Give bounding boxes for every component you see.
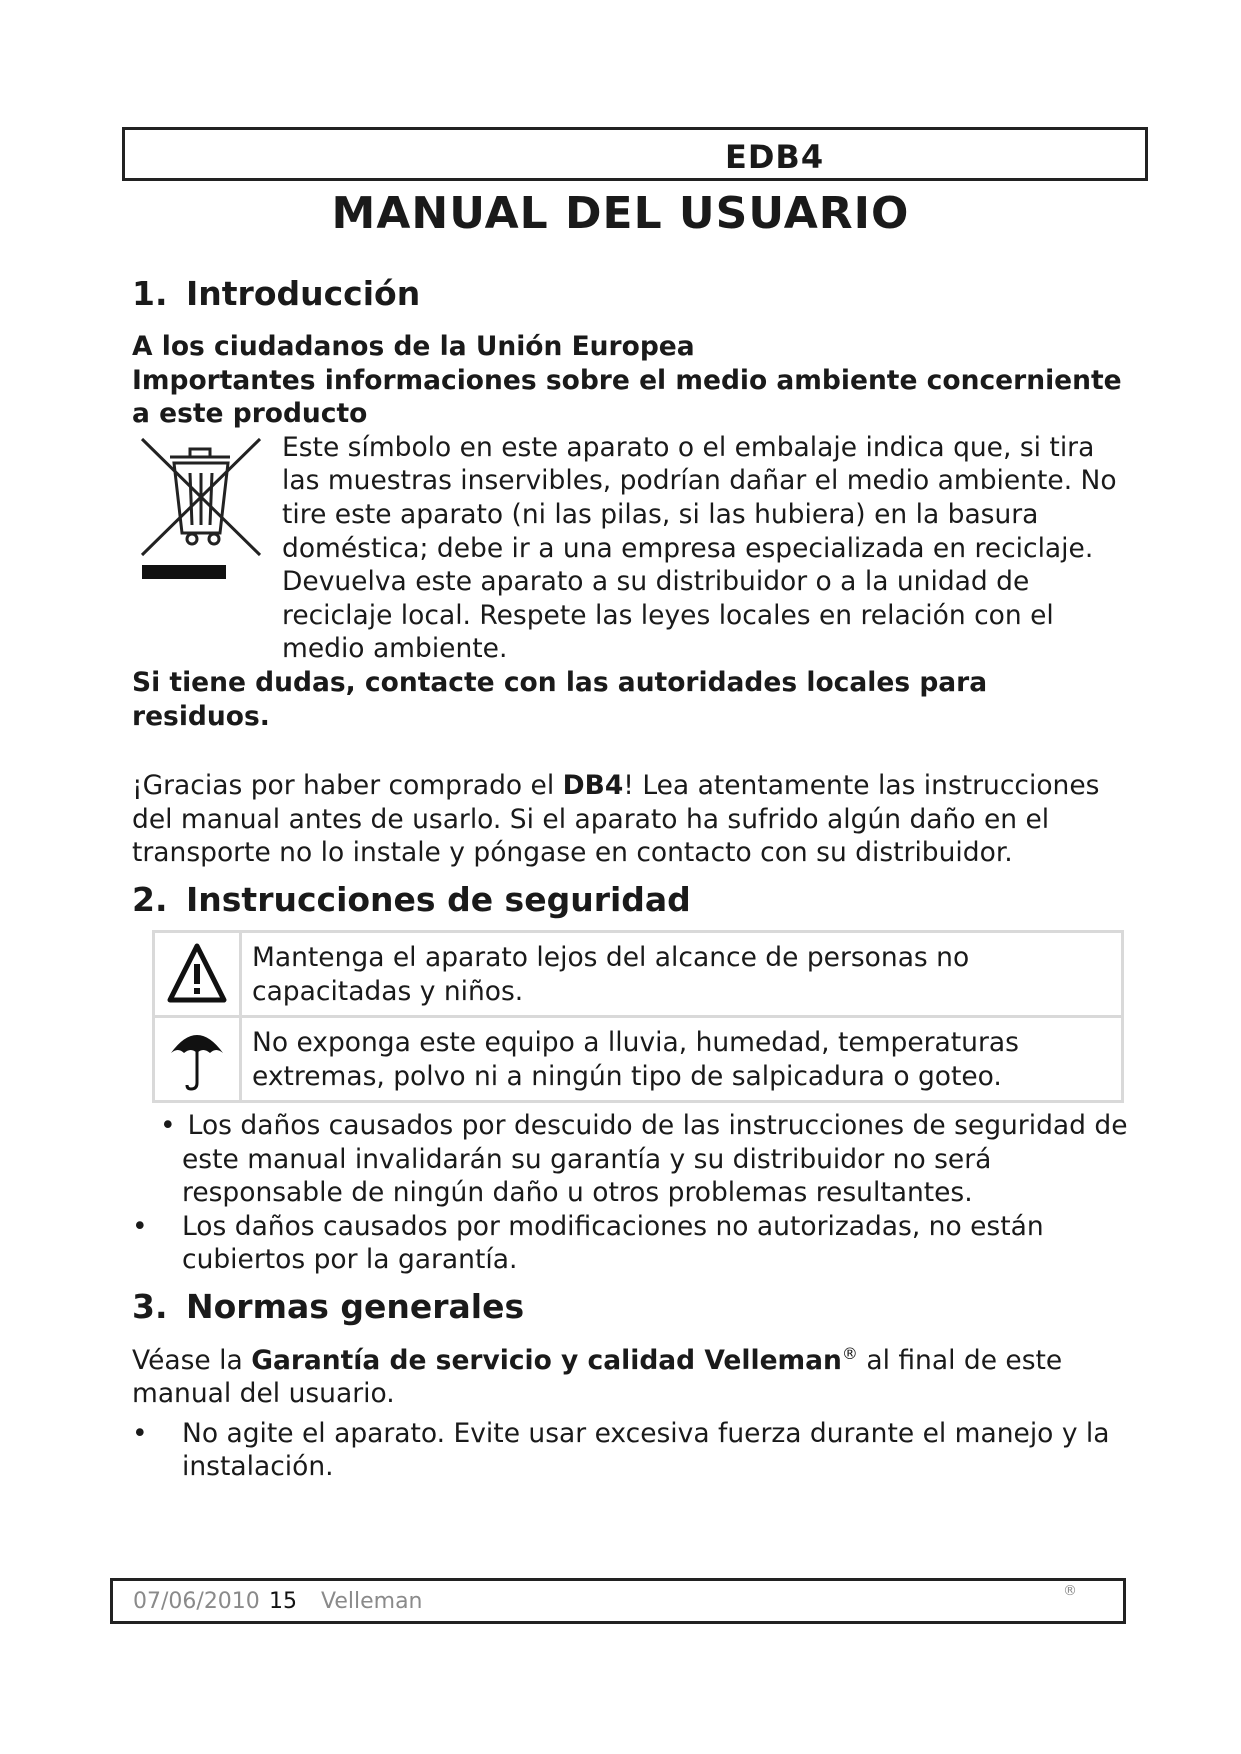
crossed-out-bin-icon: [132, 433, 272, 583]
section-heading-safety: [132, 878, 1132, 922]
environment-heading: Importantes informaciones sobre el medio ambiente concerniente a este producto: [132, 364, 1122, 430]
bullet-text: No agite el aparato. Evite usar excesiva fuerza durante el manejo y la instalación.: [182, 1417, 1110, 1483]
section-number: 1.: [132, 274, 168, 313]
section-heading-intro: [132, 272, 1132, 316]
warranty-paragraph: [132, 1337, 1132, 1411]
weee-block: [132, 431, 1132, 666]
section-title: Introducción: [186, 274, 421, 313]
footer-registered-mark: ®: [1063, 1583, 1077, 1599]
list-item: [132, 1417, 1132, 1484]
bullet-dot: •: [160, 1109, 176, 1141]
safety-text-cell: [241, 931, 1123, 1016]
safety-text: Mantenga el aparato lejos del alcance de personas no capacitadas y niños.: [252, 941, 970, 1007]
header-box: [122, 127, 1148, 181]
section-title: Instrucciones de seguridad: [186, 879, 691, 919]
safety-row: [154, 931, 1123, 1016]
footer: [110, 1578, 1126, 1624]
see-post: al final de este manual del usuario.: [132, 1344, 1063, 1410]
list-item: [132, 1109, 1132, 1210]
section-title: Normas generales: [186, 1286, 525, 1326]
thanks-model: DB4: [562, 770, 624, 802]
section-number: 2.: [132, 879, 168, 919]
warranty-title: Garantía de servicio y calidad Velleman: [251, 1344, 842, 1376]
see-pre: Véase la: [132, 1344, 252, 1376]
umbrella-icon: [167, 1023, 227, 1093]
general-bullets: [132, 1417, 1132, 1484]
bullet-text: Los daños causados por modificaciones no autorizadas, no están cubiertos por la garantía.: [182, 1210, 1044, 1276]
registered-mark: ®: [841, 1343, 858, 1363]
footer-brand: Velleman: [321, 1589, 423, 1614]
footer-date: 07/06/2010: [133, 1589, 260, 1614]
page-number: 15: [269, 1589, 297, 1614]
weee-text: Este símbolo en este aparato o el embalaje indica que, si tira las muestras inservibles, podrían dañar el medio ambiente. No tire este aparato (ni las pilas, si las hubiera) en la basura doméstica; debe ir a una empresa especializada en reciclaje. Devuelva este aparato a su distribuidor o a la unidad de reciclaje local. Respete las leyes locales en relación con el medio ambiente.: [282, 431, 1117, 665]
section-heading-general: [132, 1285, 1132, 1329]
safety-table: [152, 930, 1124, 1103]
page-title: MANUAL DEL USUARIO: [331, 188, 910, 239]
safety-row: [154, 1016, 1123, 1101]
eu-heading: A los ciudadanos de la Unión Europea: [132, 331, 695, 362]
bullet-dot: •: [132, 1417, 148, 1449]
bullet-text: Los daños causados por descuido de las instrucciones de seguridad de este manual invalidarán su garantía y su distribuidor no será responsable de ningún daño u otros problemas resultantes.: [182, 1109, 1128, 1209]
thanks-pre: ¡Gracias por haber comprado el: [132, 770, 563, 802]
safety-text: No exponga este equipo a lluvia, humedad, temperaturas extremas, polvo ni a ningún tipo de salpicadura o goteo.: [252, 1026, 1019, 1092]
warning-triangle-icon: [167, 942, 227, 1006]
thanks-post: ! Lea atentamente las instrucciones del manual antes de usarlo. Si el aparato ha sufrido algún daño en el transporte no lo instale y póngase en contacto con su distribuidor.: [132, 770, 1100, 869]
model-code: EDB4: [725, 138, 825, 176]
safety-bullets: [132, 1109, 1132, 1277]
contact-note: Si tiene dudas, contacte con las autoridades locales para residuos.: [132, 666, 988, 732]
content: [132, 272, 1132, 1484]
list-item: [132, 1210, 1132, 1277]
safety-text-cell: [241, 1016, 1123, 1101]
bullet-dot: •: [132, 1210, 148, 1242]
thanks-paragraph: [132, 769, 1132, 870]
safety-icon-cell: [154, 931, 241, 1016]
section-number: 3.: [132, 1286, 168, 1326]
safety-icon-cell: [154, 1016, 241, 1101]
